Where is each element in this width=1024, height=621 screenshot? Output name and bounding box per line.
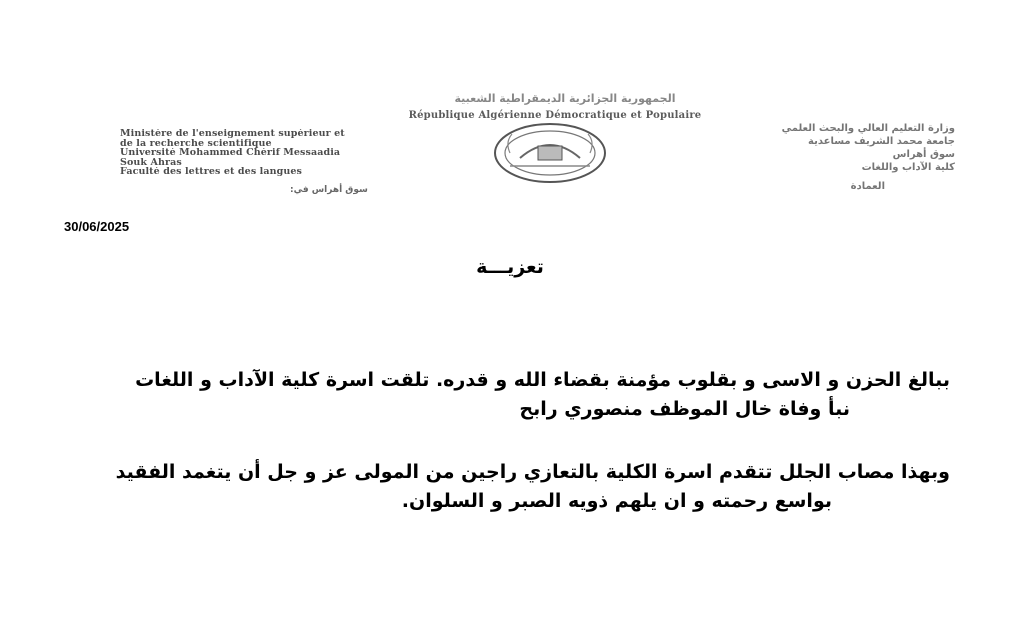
paragraph-line: نبأ وفاة خال الموظف منصوري رابح (519, 398, 850, 420)
letterhead-french-line: Université Mohammed Chérif Messaadia (120, 148, 341, 158)
university-logo-icon (490, 122, 610, 184)
document-title: تعزيـــة (476, 256, 544, 278)
letterhead-arabic-line: العمادة (850, 181, 885, 192)
paragraph-line: وبهذا مصاب الجلل تتقدم اسرة الكلية بالتعازي راجين من المولى عز و جل أن يتغمد الفقيد (115, 461, 950, 483)
paragraph-1 (60, 366, 950, 424)
letterhead-french-line: Ministère de l'enseignement supérieur et (120, 129, 345, 139)
letterhead (120, 92, 955, 204)
document-date: 30/06/2025 (64, 219, 130, 234)
letterhead-republic-arabic: الجمهورية الجزائرية الديمقراطية الشعبية (454, 92, 676, 105)
letterhead-location-date-label: سوق أهراس في: (290, 185, 368, 195)
paragraph-2 (60, 458, 950, 516)
paragraph-line: بواسع رحمته و ان يلهم ذويه الصبر و السلوان. (401, 490, 832, 512)
letterhead-republic-french: République Algérienne Démocratique et Populaire (408, 110, 702, 121)
letterhead-arabic-line: جامعة محمد الشريف مساعدية (808, 136, 955, 147)
letterhead-arabic-block (725, 122, 955, 193)
letterhead-arabic-line: كلية الآداب واللغات (861, 162, 955, 173)
letterhead-french-block (120, 129, 365, 177)
letterhead-arabic-line: وزارة التعليم العالي والبحث العلمي (781, 123, 955, 134)
letterhead-french-line: Souk Ahras (120, 157, 182, 167)
letterhead-french-line: de la recherche scientifique (120, 138, 272, 148)
letterhead-french-line: Faculté des lettres et des langues (120, 167, 302, 177)
paragraph-line: ببالغ الحزن و الاسى و بقلوب مؤمنة بقضاء الله و قدره. تلقت اسرة كلية الآداب و اللغات (135, 369, 950, 391)
letterhead-arabic-line: سوق أهراس (892, 149, 955, 160)
